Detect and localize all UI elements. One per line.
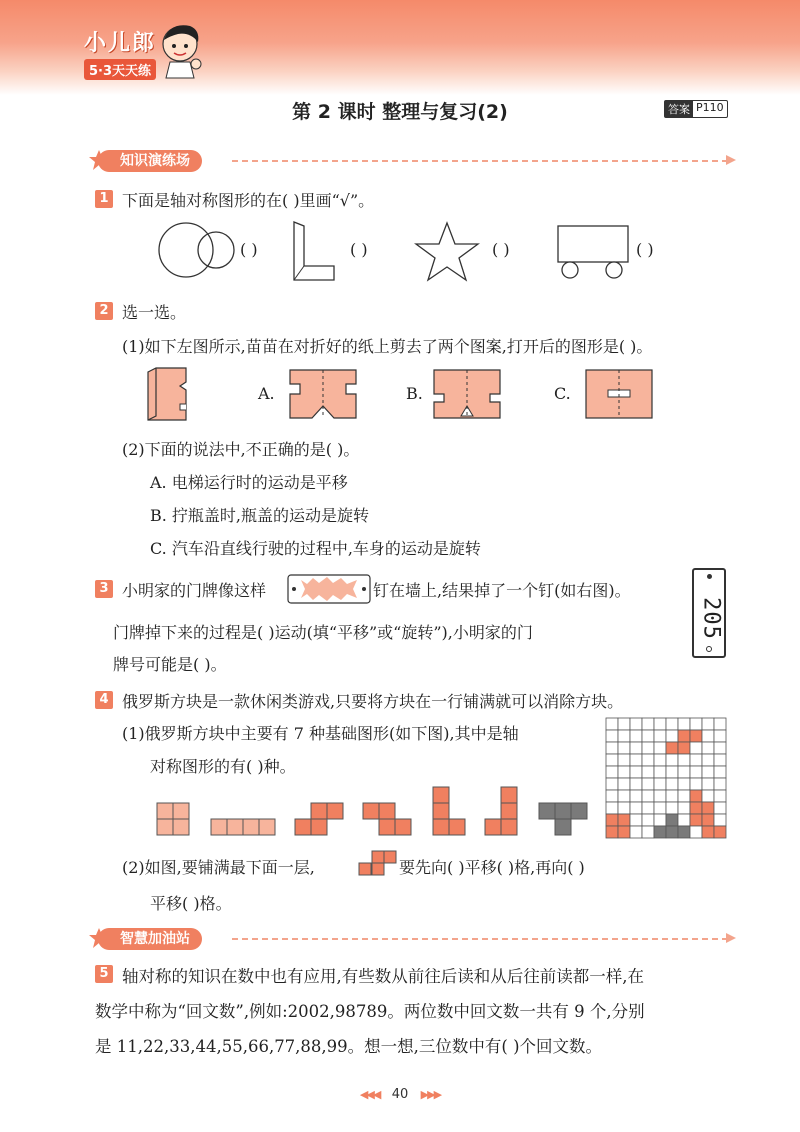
s-piece (295, 803, 343, 835)
grid-cell (678, 730, 690, 742)
grid-cell (690, 802, 702, 814)
grid-cell (666, 730, 678, 742)
brand-series: 5·3天天练 (84, 59, 156, 80)
grid-cell (714, 778, 726, 790)
section-divider (232, 160, 728, 162)
grid-cell (702, 742, 714, 754)
grid-cell (630, 778, 642, 790)
grid-cell (642, 718, 654, 730)
answer-blank[interactable]: ( ) (492, 240, 510, 259)
grid-cell (678, 742, 690, 754)
star-figure (414, 222, 480, 282)
tetromino-pieces (155, 785, 595, 845)
grid-cell (642, 766, 654, 778)
t-piece (539, 803, 587, 835)
grid-cell (702, 718, 714, 730)
option-label: B. (406, 384, 423, 403)
grid-cell (630, 790, 642, 802)
grid-cell (606, 730, 618, 742)
option-label: C. (554, 384, 571, 403)
question-part: (2)如图,要铺满最下面一层, (122, 858, 315, 877)
grid-cell (642, 790, 654, 802)
grid-cell (654, 718, 666, 730)
answer-label: 答案 (665, 101, 693, 117)
grid-cell (606, 790, 618, 802)
question-part-cont: 平移( )格。 (150, 894, 232, 913)
grid-cell (714, 802, 726, 814)
question-number: 2 (95, 302, 113, 320)
answer-reference[interactable] (664, 100, 728, 118)
answer-blank[interactable]: ( ) (240, 240, 258, 259)
grid-cell (690, 730, 702, 742)
grid-cell (618, 766, 630, 778)
grid-cell (618, 718, 630, 730)
grid-cell (618, 754, 630, 766)
question-line: 牌号可能是( )。 (113, 655, 227, 674)
o-piece (157, 803, 189, 835)
grid-cell (630, 718, 642, 730)
grid-cell (606, 766, 618, 778)
grid-cell (606, 814, 618, 826)
grid-cell (702, 814, 714, 826)
grid-cell (654, 802, 666, 814)
grid-cell (690, 826, 702, 838)
question-number: 5 (95, 965, 113, 983)
grid-cell (654, 766, 666, 778)
grid-cell (690, 742, 702, 754)
grid-cell (666, 718, 678, 730)
question-text-cont: 钉在墙上,结果掉了一个钉(如右图)。 (373, 581, 631, 600)
folded-paper-figure (146, 366, 190, 422)
grid-cell (690, 790, 702, 802)
grid-cell (666, 754, 678, 766)
grid-cell (618, 730, 630, 742)
grid-cell (678, 778, 690, 790)
option-label: A. (258, 384, 275, 403)
grid-cell (642, 730, 654, 742)
next-arrows-icon: ▶▶▶ (420, 1088, 441, 1101)
section-divider (232, 938, 728, 940)
grid-cell (690, 814, 702, 826)
grid-cell (666, 814, 678, 826)
question-text: 选一选。 (122, 303, 187, 322)
plate-digits: 205 (698, 597, 724, 640)
section-practice: 知识演练场 (98, 150, 202, 172)
question-number: 1 (95, 190, 113, 208)
question-line: 门牌掉下来的过程是( )运动(填“平移”或“旋转”),小明家的门 (113, 623, 533, 642)
tetris-grid (606, 718, 726, 838)
grid-cell (702, 790, 714, 802)
grid-cell (630, 826, 642, 838)
i-piece (211, 819, 275, 835)
grid-cell (618, 802, 630, 814)
grid-cell (690, 754, 702, 766)
question-part: (1)如下左图所示,苗苗在对折好的纸上剪去了两个图案,打开后的图形是( )。 (122, 337, 653, 356)
grid-cell (714, 754, 726, 766)
option-b-figure (432, 368, 502, 420)
question-part-cont: 对称图形的有( )种。 (150, 757, 296, 776)
question-part: (2)下面的说法中,不正确的是( )。 (122, 440, 360, 459)
grid-cell (654, 814, 666, 826)
grid-cell (642, 826, 654, 838)
l-piece (433, 787, 465, 835)
grid-cell (618, 742, 630, 754)
z-piece-inline-icon (358, 850, 398, 878)
grid-cell (606, 742, 618, 754)
grid-cell (642, 754, 654, 766)
cart-figure (556, 224, 630, 280)
grid-cell (630, 814, 642, 826)
grid-cell (606, 754, 618, 766)
grid-cell (678, 814, 690, 826)
grid-cell (702, 826, 714, 838)
grid-cell (630, 766, 642, 778)
grid-cell (678, 754, 690, 766)
grid-cell (666, 742, 678, 754)
grid-cell (678, 790, 690, 802)
question-part: (1)俄罗斯方块中主要有 7 种基础图形(如下图),其中是轴 (122, 724, 519, 743)
grid-cell (618, 790, 630, 802)
grid-cell (714, 814, 726, 826)
grid-cell (666, 778, 678, 790)
mascot-icon (160, 20, 206, 80)
grid-cell (642, 778, 654, 790)
arrow-icon (726, 155, 738, 167)
answer-page: P110 (696, 101, 724, 114)
grid-cell (654, 778, 666, 790)
grid-cell (654, 754, 666, 766)
question-text: 下面是轴对称图形的在( )里画“√”。 (122, 191, 375, 210)
grid-cell (666, 826, 678, 838)
grid-cell (678, 802, 690, 814)
grid-cell (702, 730, 714, 742)
grid-cell (666, 802, 678, 814)
grid-cell (630, 730, 642, 742)
grid-cell (690, 766, 702, 778)
grid-cell (690, 778, 702, 790)
grid-cell (630, 802, 642, 814)
page-footer (0, 1087, 800, 1102)
question-line: 是 11,22,33,44,55,66,77,88,99。想一想,三位数中有( )个回文数。 (95, 1037, 603, 1056)
grid-cell (666, 790, 678, 802)
prev-arrows-icon: ◀◀◀ (359, 1088, 380, 1101)
section-advanced: 智慧加油站 (98, 928, 202, 950)
grid-cell (630, 742, 642, 754)
grid-cell (654, 730, 666, 742)
grid-cell (618, 814, 630, 826)
question-number: 4 (95, 691, 113, 709)
grid-cell (714, 790, 726, 802)
j-piece (485, 787, 517, 835)
grid-cell (630, 754, 642, 766)
grid-cell (714, 718, 726, 730)
question-part-cont: 要先向( )平移( )格,再向( ) (399, 858, 585, 877)
door-plate-figure (287, 574, 371, 604)
grid-cell (678, 718, 690, 730)
grid-cell (714, 742, 726, 754)
nail-dot (707, 574, 712, 579)
grid-cell (654, 790, 666, 802)
grid-cell (714, 826, 726, 838)
grid-cell (714, 730, 726, 742)
question-number: 3 (95, 580, 113, 598)
grid-cell (618, 778, 630, 790)
grid-cell (678, 826, 690, 838)
question-line: 数学中称为“回文数”,例如:2002,98789。两位数中回文数一共有 9 个,分别 (95, 1002, 645, 1021)
grid-cell (702, 802, 714, 814)
z-piece (363, 803, 411, 835)
grid-cell (606, 778, 618, 790)
arrow-icon (726, 933, 738, 945)
choice-option: B. 拧瓶盖时,瓶盖的运动是旋转 (150, 506, 370, 525)
grid-cell (642, 802, 654, 814)
circles-figure (158, 222, 238, 282)
choice-option: A. 电梯运行时的运动是平移 (150, 473, 348, 492)
grid-cell (714, 766, 726, 778)
question-text: 俄罗斯方块是一款休闲类游戏,只要将方块在一行铺满就可以消除方块。 (122, 692, 624, 711)
grid-cell (618, 826, 630, 838)
grid-cell (606, 826, 618, 838)
answer-blank[interactable]: ( ) (636, 240, 654, 259)
grid-cell (690, 718, 702, 730)
grid-cell (654, 742, 666, 754)
page-number: 40 (391, 1087, 409, 1102)
answer-blank[interactable]: ( ) (350, 240, 368, 259)
grid-cell (702, 754, 714, 766)
grid-cell (702, 778, 714, 790)
grid-cell (678, 766, 690, 778)
question-line: 轴对称的知识在数中也有应用,有些数从前往后读和从后往前读都一样,在 (122, 967, 644, 986)
option-a-figure (288, 368, 358, 420)
grid-cell (642, 814, 654, 826)
brand-name: 小儿郎 (84, 31, 157, 56)
grid-cell (606, 802, 618, 814)
question-text: 小明家的门牌像这样 (122, 581, 267, 600)
page-title: 第 2 课时 整理与复习(2) (292, 101, 508, 123)
option-c-figure (584, 368, 654, 420)
brand-logo (84, 26, 156, 80)
grid-cell (702, 766, 714, 778)
grid-cell (654, 826, 666, 838)
grid-cell (642, 742, 654, 754)
letter-l-figure (290, 220, 340, 282)
grid-cell (666, 766, 678, 778)
choice-option: C. 汽车沿直线行驶的过程中,车身的运动是旋转 (150, 539, 481, 558)
grid-cell (606, 718, 618, 730)
hanging-plate (692, 568, 726, 658)
